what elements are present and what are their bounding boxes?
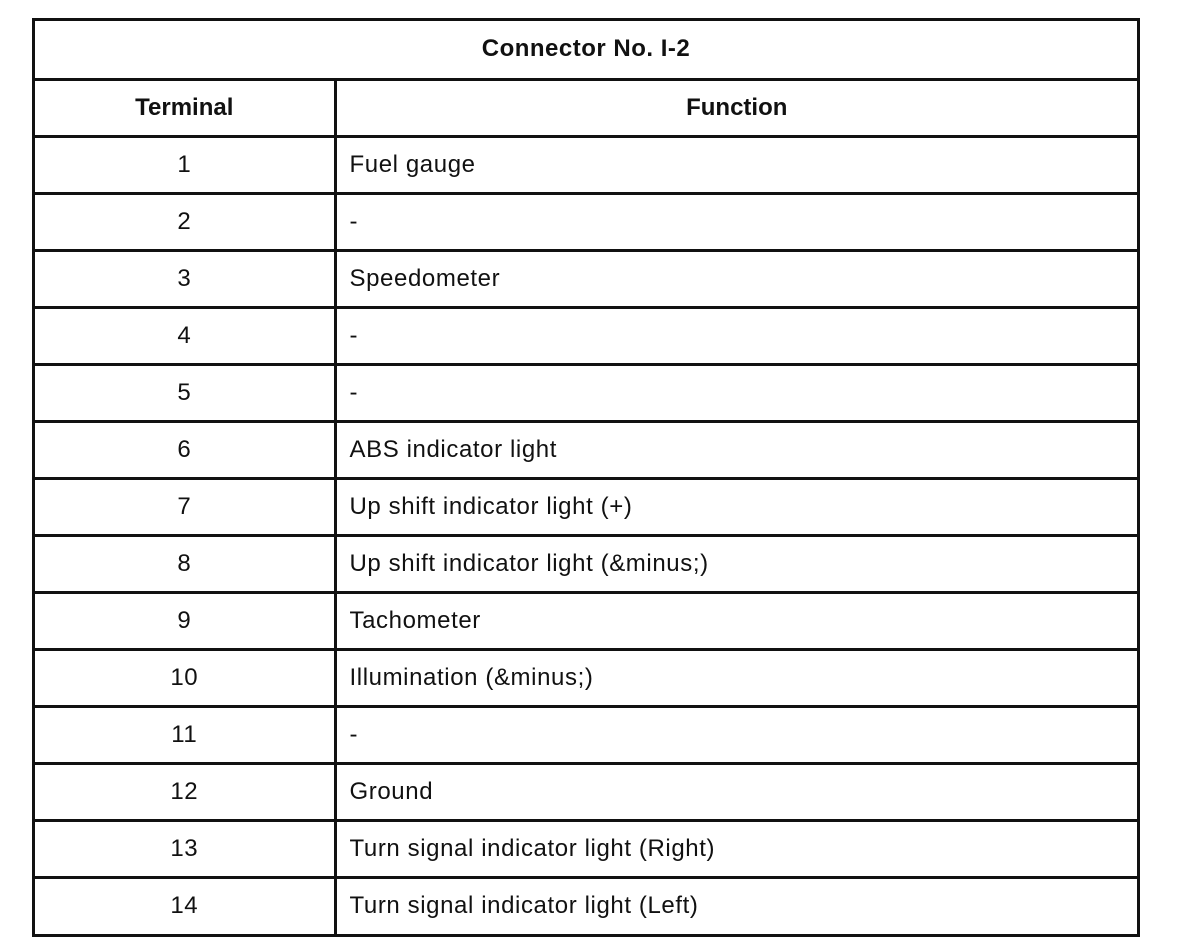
terminal-cell: 4 <box>35 307 335 364</box>
function-cell: Speedometer <box>335 250 1137 307</box>
table-row <box>35 478 1137 535</box>
function-cell: - <box>335 364 1137 421</box>
table-row <box>35 592 1137 649</box>
table-row <box>35 877 1137 934</box>
terminal-cell: 7 <box>35 478 335 535</box>
connector-table-frame <box>32 18 1140 937</box>
terminal-cell: 10 <box>35 649 335 706</box>
function-column-header: Function <box>335 79 1137 136</box>
table-row <box>35 193 1137 250</box>
function-cell: Tachometer <box>335 592 1137 649</box>
function-cell: - <box>335 193 1137 250</box>
function-cell: Illumination (&minus;) <box>335 649 1137 706</box>
function-cell: - <box>335 706 1137 763</box>
terminal-cell: 3 <box>35 250 335 307</box>
function-cell: - <box>335 307 1137 364</box>
function-cell: Turn signal indicator light (Left) <box>335 877 1137 934</box>
function-cell: ABS indicator light <box>335 421 1137 478</box>
terminal-cell: 6 <box>35 421 335 478</box>
terminal-cell: 1 <box>35 136 335 193</box>
function-cell: Ground <box>335 763 1137 820</box>
table-row <box>35 706 1137 763</box>
table-title-row <box>35 21 1137 79</box>
table-title: Connector No. I-2 <box>35 21 1137 79</box>
table-row <box>35 649 1137 706</box>
table-row <box>35 250 1137 307</box>
terminal-column-header: Terminal <box>35 79 335 136</box>
function-cell: Up shift indicator light (&minus;) <box>335 535 1137 592</box>
table-header-row <box>35 79 1137 136</box>
terminal-cell: 11 <box>35 706 335 763</box>
function-cell: Fuel gauge <box>335 136 1137 193</box>
terminal-cell: 5 <box>35 364 335 421</box>
table-row <box>35 820 1137 877</box>
terminal-cell: 12 <box>35 763 335 820</box>
table-row <box>35 307 1137 364</box>
terminal-cell: 8 <box>35 535 335 592</box>
table-row <box>35 364 1137 421</box>
table-row <box>35 763 1137 820</box>
table-body <box>35 136 1137 934</box>
terminal-cell: 13 <box>35 820 335 877</box>
connector-table <box>35 21 1137 934</box>
function-cell: Up shift indicator light (+) <box>335 478 1137 535</box>
terminal-cell: 2 <box>35 193 335 250</box>
table-row <box>35 421 1137 478</box>
terminal-cell: 9 <box>35 592 335 649</box>
function-cell: Turn signal indicator light (Right) <box>335 820 1137 877</box>
terminal-cell: 14 <box>35 877 335 934</box>
table-row <box>35 535 1137 592</box>
table-row <box>35 136 1137 193</box>
